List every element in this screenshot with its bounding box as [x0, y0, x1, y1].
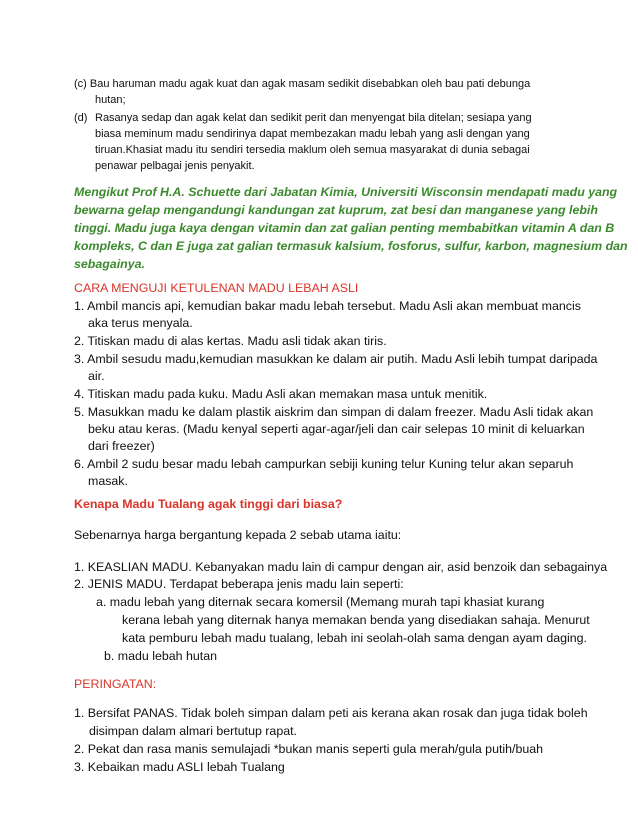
research-paragraph-line: kompleks, C dan E juga zat galian termasuk kalsium, fosforus, sulfur, karbon, magnesium dan	[74, 239, 628, 253]
research-paragraph-line: sebagainya.	[74, 257, 145, 271]
warning-item: 2. Pekat dan rasa manis semulajadi *bukan manis seperti gula merah/gula putih/buah	[74, 742, 544, 756]
test-step: 2. Titiskan madu di alas kertas. Madu asli tidak akan tiris.	[74, 334, 387, 348]
test-step: 1. Ambil mancis api, kemudian bakar madu lebah tersebut. Madu Asli akan membuat mancis	[74, 299, 581, 313]
research-paragraph-line: bewarna gelap mengandungi kandungan zat kuprum, zat besi dan manganese yang lebih	[74, 203, 598, 217]
list-item-d-cont: biasa meminum madu sendirinya dapat membezakan madu lebah yang asli dengan yang	[95, 128, 530, 140]
sub-item-a-cont: kata pemburu lebah madu tualang, lebah ini seolah-olah sama dengan ayam daging.	[122, 631, 587, 645]
list-item-c-cont: hutan;	[95, 94, 126, 106]
sub-item-a-cont: kerana lebah yang diternak hanya memakan benda yang disediakan sahaja. Menurut	[122, 613, 590, 627]
test-step: 3. Ambil sesudu madu,kemudian masukkan ke dalam air putih. Madu Asli lebih tumpat daripada	[74, 352, 598, 366]
test-step-cont: beku atau keras. (Madu kenyal seperti agar-agar/jeli dan cair selepas 10 minit di keluarkan	[88, 422, 585, 436]
list-item-d-cont: penawar pelbagai jenis penyakit.	[95, 160, 255, 172]
list-item-d-cont: tiruan.Khasiat madu itu sendiri tersedia maklum oleh semua masyarakat di dunia sebagai	[95, 144, 530, 156]
test-step: 6. Ambil 2 sudu besar madu lebah campurkan sebiji kuning telur Kuning telur akan separuh	[74, 457, 574, 471]
research-paragraph-line: tinggi. Madu juga kaya dengan vitamin dan zat galian penting membabitkan vitamin A dan B	[74, 221, 615, 235]
section-heading-test: CARA MENGUJI KETULENAN MADU LEBAH ASLI	[74, 281, 359, 295]
warning-item: 3. Kebaikan madu ASLI lebah Tualang	[74, 760, 285, 774]
test-step-cont: air.	[88, 369, 105, 383]
research-paragraph-line: Mengikut Prof H.A. Schuette dari Jabatan Kimia, Universiti Wisconsin mendapati madu yang	[74, 185, 618, 199]
warning-item-cont: disimpan dalam almari bertutup rapat.	[89, 724, 297, 738]
sub-item-b: b. madu lebah hutan	[104, 649, 217, 663]
test-step: 5. Masukkan madu ke dalam plastik aiskrim dan simpan di dalam freezer. Madu Asli tidak akan	[74, 405, 594, 419]
list-item-d: Rasanya sedap dan agak kelat dan sedikit perit dan menyengat bila ditelan; sesiapa yang	[95, 112, 532, 124]
list-item-d-marker: (d)	[74, 112, 88, 124]
test-step-cont: dari freezer)	[88, 439, 155, 453]
paragraph: Sebenarnya harga bergantung kepada 2 sebab utama iaitu:	[74, 528, 402, 542]
test-step-cont: aka terus menyala.	[88, 316, 193, 330]
reason-item: 2. JENIS MADU. Terdapat beberapa jenis madu lain seperti:	[74, 577, 404, 591]
section-heading-warning: PERINGATAN:	[74, 677, 157, 691]
section-heading-tualang: Kenapa Madu Tualang agak tinggi dari biasa?	[74, 497, 343, 511]
test-step: 4. Titiskan madu pada kuku. Madu Asli akan memakan masa untuk menitik.	[74, 387, 488, 401]
sub-item-a: a. madu lebah yang diternak secara komersil (Memang murah tapi khasiat kurang	[96, 595, 545, 609]
reason-item: 1. KEASLIAN MADU. Kebanyakan madu lain di campur dengan air, asid benzoik dan sebagainya	[74, 560, 608, 574]
list-item-c: (c) Bau haruman madu agak kuat dan agak masam sedikit disebabkan oleh bau pati debunga	[74, 78, 531, 90]
warning-item: 1. Bersifat PANAS. Tidak boleh simpan dalam peti ais kerana akan rosak dan juga tidak boleh	[74, 706, 588, 720]
test-step-cont: masak.	[88, 474, 128, 488]
